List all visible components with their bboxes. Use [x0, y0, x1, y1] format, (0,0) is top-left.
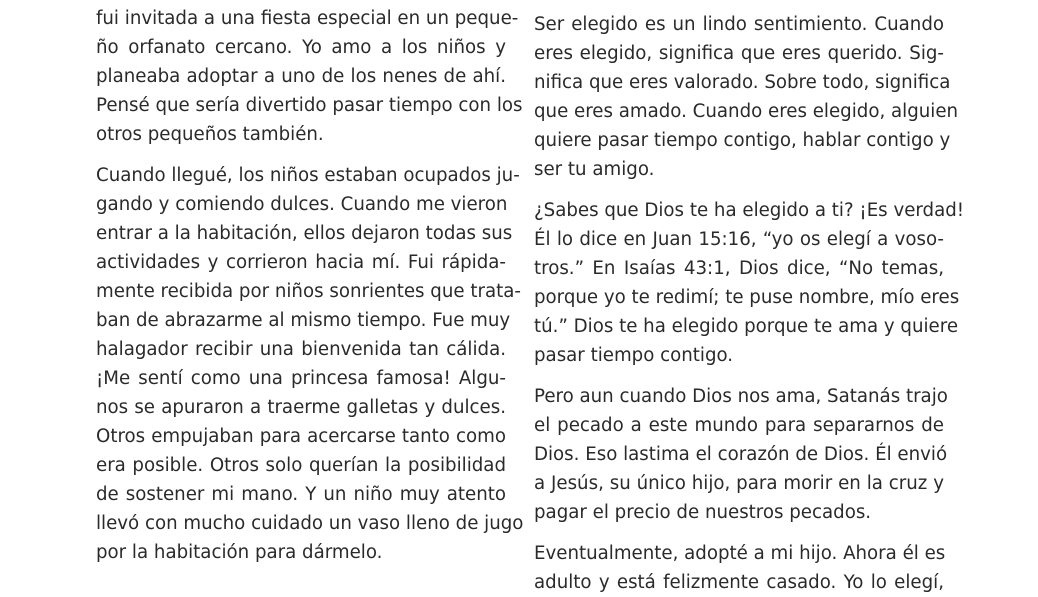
text-line: a Jesús, su único hijo, para morir en la cruz y: [534, 473, 944, 494]
text-line: era posible. Otros solo querían la posibilidad: [96, 455, 506, 476]
text-line: Cuando llegué, los niños estaban ocupados ju-: [96, 165, 520, 186]
paragraph-gap: [534, 527, 944, 539]
paragraph: [534, 539, 944, 597]
text-line: Eventualmente, adopté a mi hijo. Ahora él es: [534, 543, 946, 564]
text-line: por la habitación para dármelo.: [96, 542, 383, 563]
text-line: planeaba adoptar a uno de los nenes de ahí.: [96, 66, 506, 87]
text-line: porque yo te redimí; te puse nombre, mío eres: [534, 287, 960, 308]
paragraph: [96, 161, 524, 567]
text-line: pagar el precio de nuestros pecados.: [534, 502, 872, 523]
text-line: ser tu amigo.: [534, 159, 655, 180]
text-line: entrar a la habitación, ellos dejaron todas sus: [96, 223, 513, 244]
text-line: Pero aun cuando Dios nos ama, Satanás trajo: [534, 386, 948, 407]
text-line: de sostener mi mano. Y un niño muy atento: [96, 484, 506, 505]
text-line: Ser elegido es un lindo sentimiento. Cuando: [534, 14, 944, 35]
text-line: adulto y está felizmente casado. Yo lo elegí,: [534, 572, 944, 593]
text-line: halagador recibir una bienvenida tan cálida.: [96, 339, 506, 360]
text-line: pasar tiempo contigo.: [534, 345, 734, 366]
text-line: llevó con mucho cuidado un vaso lleno de jugo: [96, 513, 524, 534]
text-line: Otros empujaban para acercarse tanto como: [96, 426, 506, 447]
paragraph-gap: [534, 184, 944, 196]
text-line: actividades y corrieron hacia mí. Fui rápida-: [96, 252, 506, 273]
text-line: mente recibida por niños sonrientes que trata-: [96, 281, 521, 302]
text-line: eres elegido, significa que eres querido. Sig-: [534, 43, 944, 64]
text-line: nos se apuraron a traerme galletas y dulces.: [96, 397, 506, 418]
text-line: ban de abrazarme al mismo tiempo. Fue muy: [96, 310, 511, 331]
text-line: otros pequeños también.: [96, 124, 324, 145]
text-line: fui invitada a una fiesta especial en un peque-: [96, 8, 519, 29]
text-line: ño orfanato cercano. Yo amo a los niños y: [96, 37, 506, 58]
text-line: Él lo dice en Juan 15:16, “yo os elegí a voso-: [534, 229, 944, 250]
paragraph-gap: [96, 149, 506, 161]
text-line: gando y comiendo dulces. Cuando me vieron: [96, 194, 508, 215]
paragraph: [534, 382, 948, 527]
text-line: el pecado a este mundo para separarnos de: [534, 415, 944, 436]
text-line: Pensé que sería divertido pasar tiempo con los: [96, 95, 523, 116]
text-line: ¡Me sentí como una princesa famosa! Algu-: [96, 368, 506, 389]
paragraph: [534, 196, 965, 370]
text-line: que eres amado. Cuando eres elegido, alguien: [534, 101, 959, 122]
text-line: ¿Sabes que Dios te ha elegido a ti? ¡Es verdad!: [534, 200, 965, 221]
paragraph-gap: [534, 370, 944, 382]
text-line: nifica que eres valorado. Sobre todo, significa: [534, 72, 951, 93]
text-line: tú.” Dios te ha elegido porque te ama y quiere: [534, 316, 959, 337]
right-column: [534, 10, 965, 597]
text-line: Dios. Eso lastima el corazón de Dios. Él envió: [534, 444, 948, 465]
text-line: tros.” En Isaías 43:1, Dios dice, “No temas,: [534, 258, 944, 279]
paragraph: [96, 4, 523, 149]
text-line: quiere pasar tiempo contigo, hablar contigo y: [534, 130, 951, 151]
paragraph: [534, 10, 959, 184]
left-column: [96, 4, 524, 567]
